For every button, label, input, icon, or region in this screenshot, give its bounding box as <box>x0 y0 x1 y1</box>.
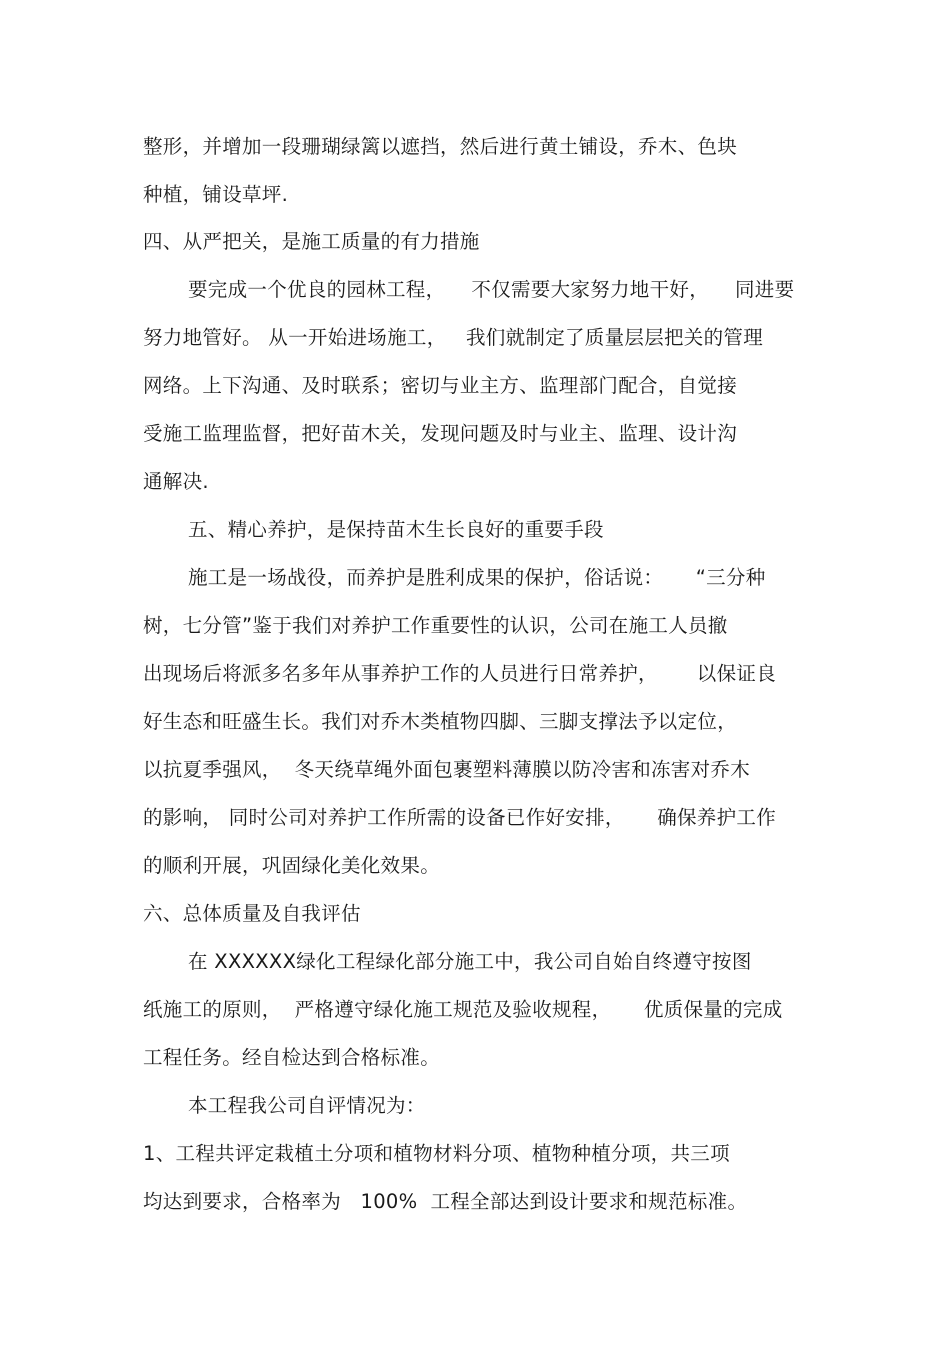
text-line: 均达到要求，合格率为 100% 工程全部达到设计要求和规范标准。 <box>143 1190 748 1213</box>
section-heading: 四、从严把关，是施工质量的有力措施 <box>143 230 480 253</box>
section-heading: 六、总体质量及自我评估 <box>143 902 361 925</box>
text-line: 在 XXXXXX绿化工程绿化部分施工中，我公司自始自终遵守按图 <box>188 950 752 973</box>
text-line: 整形，并增加一段珊瑚绿篱以遮挡，然后进行黄土铺设，乔木、色块 <box>143 135 738 158</box>
text-line: 出现场后将派多名多年从事养护工作的人员进行日常养护， 以保证良 <box>143 662 776 685</box>
text-line: 通解决. <box>143 470 209 493</box>
text-line: 本工程我公司自评情况为： <box>188 1094 426 1117</box>
section-heading: 五、精心养护，是保持苗木生长良好的重要手段 <box>188 518 604 541</box>
list-item: 1、工程共评定栽植土分项和植物材料分项、植物种植分项，共三项 <box>143 1142 730 1165</box>
text-line: 网络。上下沟通、及时联系；密切与业主方、监理部门配合，自觉接 <box>143 374 738 397</box>
text-line: 纸施工的原则， 严格遵守绿化施工规范及验收规程， 优质保量的完成 <box>143 998 783 1021</box>
text-line: 要完成一个优良的园林工程， 不仅需要大家努力地干好， 同进要 <box>188 278 795 301</box>
text-line: 树，七分管”鉴于我们对养护工作重要性的认识，公司在施工人员撤 <box>143 614 728 637</box>
text-line: 的顺利开展，巩固绿化美化效果。 <box>143 854 441 877</box>
text-line: 努力地管好。 从一开始进场施工， 我们就制定了质量层层把关的管理 <box>143 326 763 349</box>
text-line: 以抗夏季强风， 冬天绕草绳外面包裹塑料薄膜以防冷害和冻害对乔木 <box>143 758 750 781</box>
text-line: 受施工监理监督，把好苗木关，发现问题及时与业主、监理、设计沟 <box>143 422 738 445</box>
text-line: 的影响， 同时公司对养护工作所需的设备已作好安排， 确保养护工作 <box>143 806 776 829</box>
text-line: 好生态和旺盛生长。我们对乔木类植物四脚、三脚支撑法予以定位， <box>143 710 738 733</box>
text-line: 种植，铺设草坪. <box>143 183 289 206</box>
text-line: 施工是一场战役，而养护是胜利成果的保护，俗话说： “三分种 <box>188 566 766 589</box>
text-line: 工程任务。经自检达到合格标准。 <box>143 1046 441 1069</box>
